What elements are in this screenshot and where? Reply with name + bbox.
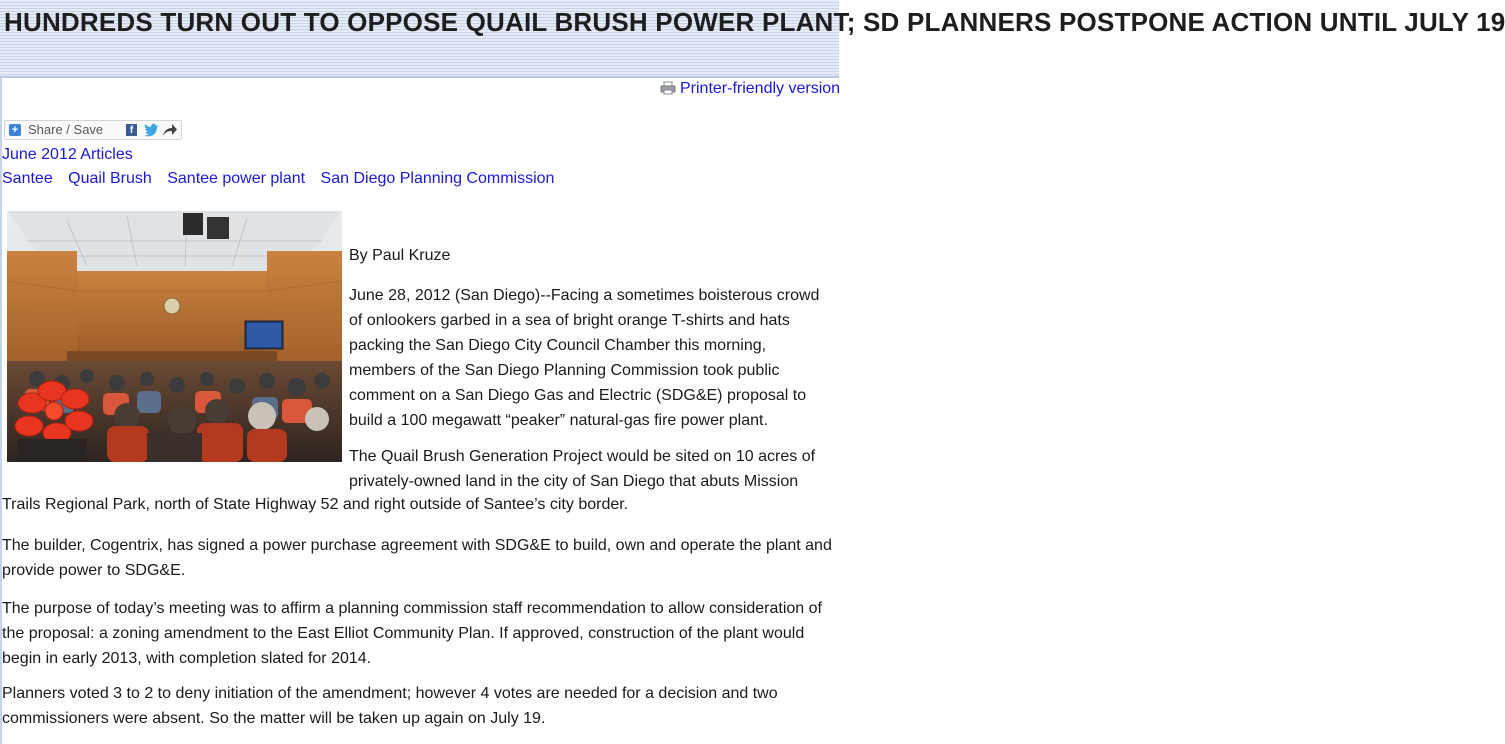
facebook-icon[interactable]: f [126,124,137,136]
tag-link[interactable]: San Diego Planning Commission [320,170,555,187]
share-label: Share / Save [28,122,104,137]
twitter-icon[interactable] [144,123,159,136]
paragraph-2-start: The Quail Brush Generation Project would be sited on 10 acres of privately-owned land in the city of San Diego that abuts Mission [349,448,816,490]
plus-icon: + [9,124,21,136]
tag-list [2,170,565,188]
headline-banner [0,0,1505,78]
june-articles-link[interactable]: June 2012 Articles [2,146,133,163]
council-chamber-photo [7,211,342,462]
share-save-button[interactable] [4,120,182,140]
paragraph-4: The purpose of today’s meeting was to affirm a planning commission staff recommendation to allow consideration of the proposal: a zoning amendment to the East Elliot Community Plan. If approved, construction of the plant would begin in early 2013, with completion slated for 2014. [2,600,822,667]
tag-link[interactable]: Quail Brush [68,170,152,187]
paragraph-1: June 28, 2012 (San Diego)--Facing a sometimes boisterous crowd of onlookers garbed in a sea of bright orange T-shirts and hats packing the San Diego City Council Chamber this morning, members of the San Diego Planning Commission took public comment on a San Diego Gas and Electric (SDG&E) proposal to build a 100 megawatt “peaker” natural-gas fire power plant. [349,287,820,429]
page-title: HUNDREDS TURN OUT TO OPPOSE QUAIL BRUSH POWER PLANT; SD PLANNERS POSTPONE ACTION UNTIL JULY 19 [4,7,1505,37]
share-arrow-icon[interactable] [162,123,178,137]
tag-link[interactable]: Santee [2,170,53,187]
tag-link[interactable]: Santee power plant [167,170,306,187]
paragraph-3: The builder, Cogentrix, has signed a power purchase agreement with SDG&E to build, own and operate the plant and provide power to SDG&E. [2,537,832,579]
byline: By Paul Kruze [349,247,451,264]
paragraph-5: Planners voted 3 to 2 to deny initiation of the amendment; however 4 votes are needed for a decision and two commissioners were absent. So the matter will be taken up again on July 19. [2,685,778,727]
printer-icon [660,81,676,95]
printer-friendly-link[interactable]: Printer-friendly version [660,80,840,98]
paragraph-2-end: Trails Regional Park, north of State Highway 52 and right outside of Santee’s city border. [2,496,629,513]
